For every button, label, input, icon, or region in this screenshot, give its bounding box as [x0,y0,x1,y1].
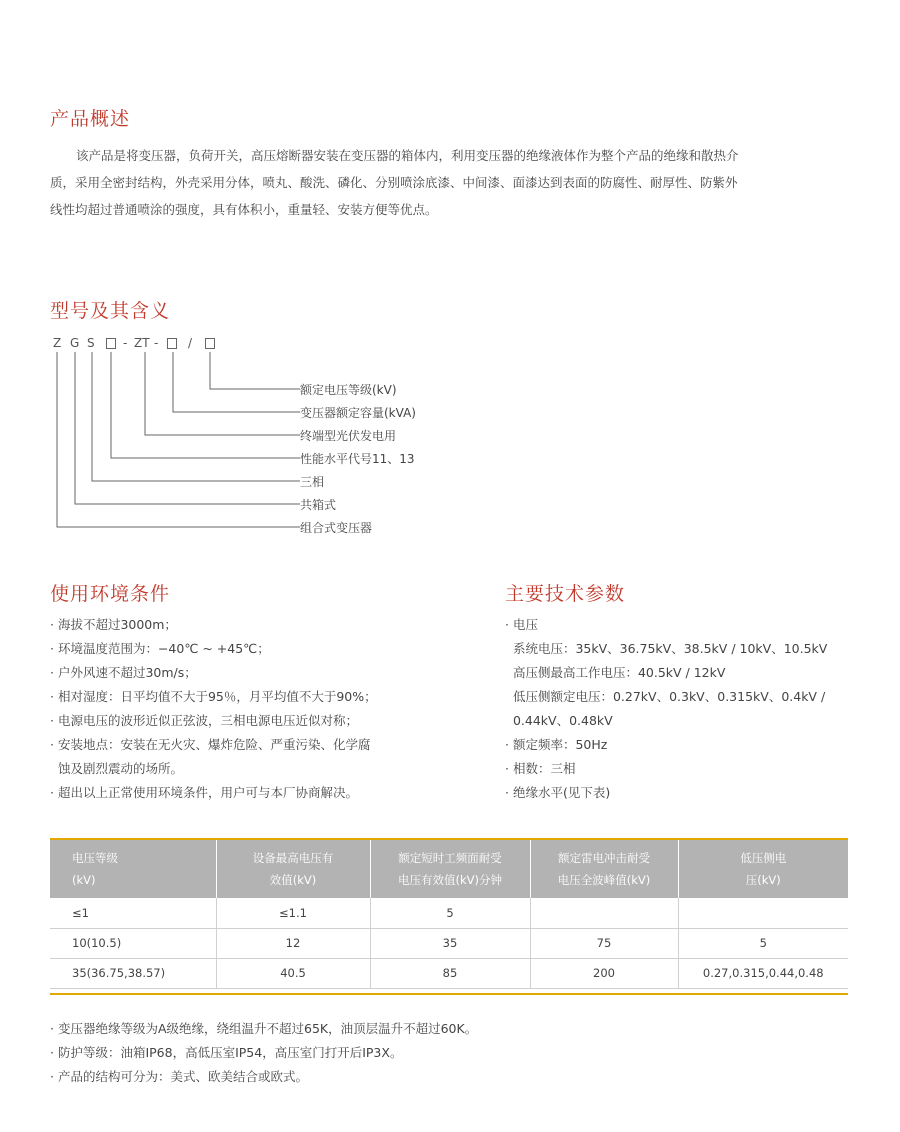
model-label-capacity: 变压器额定容量(kVA) [300,406,416,420]
model-label-three-phase: 三相 [300,475,325,489]
code-s: S [87,336,95,350]
env-item: · 超出以上正常使用环境条件，用户可与本厂协商解决。 [50,785,358,800]
header-low-voltage: 低压侧电 压(kV) [678,840,848,898]
model-label-pv: 终端型光伏发电用 [300,429,397,443]
table-cell: 40.5 [216,958,370,988]
overview-line: 线性均超过普通喷涂的强度，具有体积小，重量轻、安装方便等优点。 [50,202,438,217]
table-cell: 5 [678,928,848,958]
tech-item: 低压侧额定电压：0.27kV、0.3kV、0.315kV、0.4kV / [505,689,826,704]
env-item: · 安装地点：安装在无火灾、爆炸危险、严重污染、化学腐 [50,737,371,752]
header-max-voltage: 设备最高电压有 效值(kV) [216,840,370,898]
table-row [50,928,848,958]
model-label-common-box: 共箱式 [300,498,337,512]
tech-item: · 电压 [505,617,538,632]
env-item: 蚀及剧烈震动的场所。 [50,761,183,776]
code-dash: - [154,336,159,350]
note-item: · 变压器绝缘等级为A级绝缘，绕组温升不超过65K，油顶层温升不超过60K。 [50,1021,478,1036]
table-cell: 200 [530,958,678,988]
table-cell: 5 [370,898,530,928]
model-title: 型号及其含义 [50,300,171,322]
table-cell: 85 [370,958,530,988]
table-row [50,958,848,988]
overview-line: 该产品是将变压器，负荷开关，高压熔断器安装在变压器的箱体内，利用变压器的绝缘液体作为整个产品的绝缘和散热介 [76,148,739,163]
table-cell: ≤1.1 [216,898,370,928]
table-cell [530,898,678,928]
header-power-frequency: 额定短时工频面耐受 电压有效值(kV)分钟 [370,840,530,898]
overview-line: 质，采用全密封结构，外壳采用分体，喷丸、酸洗、磷化、分别喷涂底漆、中间漆、面漆达到表面的防腐性、耐厚性、防紫外 [50,175,738,190]
model-label-voltage: 额定电压等级(kV) [300,383,397,397]
env-item: · 环境温度范围为：−40℃ ~ +45℃； [50,641,270,656]
model-label-performance: 性能水平代号11、13 [300,452,415,466]
tech-item: 系统电压：35kV、36.75kV、38.5kV / 10kV、10.5kV [505,641,828,656]
insulation-table [50,840,848,989]
table-header-row [50,840,848,898]
table-cell [678,898,848,928]
header-voltage-level: 电压等级 (kV) [50,840,216,898]
tech-item: 高压侧最高工作电压：40.5kV / 12kV [505,665,726,680]
code-z: Z [53,336,62,350]
table-cell: 35 [370,928,530,958]
table-cell: 0.27,0.315,0.44,0.48 [678,958,848,988]
note-item: · 产品的结构可分为：美式、欧美结合或欧式。 [50,1069,308,1084]
tech-title: 主要技术参数 [505,583,626,605]
table-cell: 10(10.5) [50,928,216,958]
model-label-combined: 组合式变压器 [300,521,373,535]
table-row [50,898,848,928]
tech-item: · 额定频率：50Hz [505,737,608,752]
table-cell: 12 [216,928,370,958]
code-slash: / [188,336,193,350]
header-lightning-impulse: 额定雷电冲击耐受 电压全波峰值(kV) [530,840,678,898]
table-cell: 35(36.75,38.57) [50,958,216,988]
note-item: · 防护等级：油箱IP68，高低压室IP54，高压室门打开后IP3X。 [50,1045,403,1060]
code-dash: - [123,336,128,350]
table-cell: 75 [530,928,678,958]
tech-item: 0.44kV、0.48kV [505,713,613,728]
env-item: · 电源电压的波形近似正弦波，三相电源电压近似对称； [50,713,358,728]
env-item: · 相对湿度：日平均值不大于95％，月平均值不大于90%； [50,689,377,704]
code-zt: ZT [134,336,150,350]
overview-title: 产品概述 [50,108,131,130]
env-item: · 户外风速不超过30m/s； [50,665,197,680]
code-g: G [70,336,80,350]
env-item: · 海拔不超过3000m； [50,617,177,632]
table-cell: ≤1 [50,898,216,928]
tech-item: · 相数：三相 [505,761,576,776]
table-bottom-rule [50,993,848,995]
env-title: 使用环境条件 [50,583,171,605]
tech-item: · 绝缘水平(见下表) [505,785,611,800]
